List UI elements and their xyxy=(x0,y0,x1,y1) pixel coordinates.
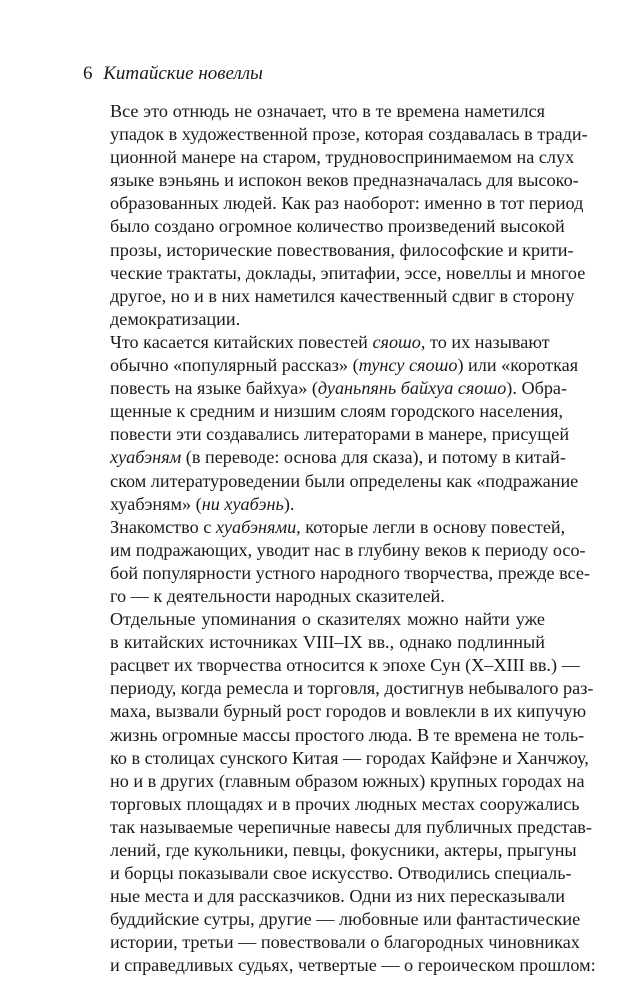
text-line: Отдельные упоминания о сказителях можно найти уже xyxy=(110,609,545,630)
text-line: лений, где кукольники, певцы, фокусники, актеры, прыгуны xyxy=(110,840,577,860)
italic-term: хуабэнями, xyxy=(215,516,301,537)
text-line: но и в других (главным образом южных) крупных городах на xyxy=(110,770,585,791)
text-line: истории, третьи — повествовали о благородных чиновниках xyxy=(110,932,580,953)
text-line: хуабэням (в переводе: основа для сказа), и потому в китай- xyxy=(110,447,566,468)
body-text xyxy=(83,100,596,978)
text-line: было создано огромное количество произведений высокой xyxy=(110,216,565,237)
text-line: ционной манере на старом, трудновоспринимаемом на слух xyxy=(110,147,575,168)
text-line: повесть на языке байхуа» (дуаньпянь байхуа сяошо). Обра- xyxy=(110,378,568,399)
italic-term: хуабэням xyxy=(110,447,182,468)
text-line: упадок в художественной прозе, которая создавалась в тради- xyxy=(110,124,588,145)
text-line: образованных людей. Как раз наоборот: именно в тот период xyxy=(110,193,584,214)
italic-term: сяошо, xyxy=(372,331,426,352)
text-line: демократизации. xyxy=(110,308,241,329)
text-line: хуабэням» (ни хуабэнь). xyxy=(110,493,295,514)
text-line: Знакомство с хуабэнями, которые легли в основу повестей, xyxy=(110,516,566,537)
book-title: Китайские новеллы xyxy=(103,63,263,84)
text-line: и борцы показывали свое искусство. Отводились специаль- xyxy=(110,863,572,884)
text-line: ко в столицах сунского Китая — городах Кайфэне и Ханчжоу, xyxy=(110,747,589,768)
text-line: ском литературоведении были определены как «подражание xyxy=(110,470,579,491)
running-header xyxy=(83,62,263,86)
text-line: ческие трактаты, доклады, эпитафии, эссе, новеллы и многое xyxy=(110,262,586,283)
paragraph xyxy=(83,516,590,608)
paragraph xyxy=(83,100,588,331)
text-line: так называемые черепичные навесы для публичных представ- xyxy=(110,816,592,837)
text-line: Все это отнюдь не означает, что в те времена наметился xyxy=(110,101,545,121)
text-line: повести эти создавались литераторами в манере, присущей xyxy=(110,424,570,445)
text-line: маха, вызвали бурный рост городов и вовлекли в их кипучую xyxy=(110,701,587,722)
text-line: в китайских источниках VIII–IX вв., однако подлинный xyxy=(110,632,545,653)
text-line: щенные к средним и низшим слоям городского населения, xyxy=(110,401,564,422)
text-line: другое, но и в них наметился качественный сдвиг в сторону xyxy=(110,285,575,306)
page-number: 6 xyxy=(83,63,93,84)
text-line: расцвет их творчества относится к эпохе Сун (X–XIII вв.) — xyxy=(110,655,580,676)
text-line: и справедливых судьях, четвертые — о героическом прошлом: xyxy=(110,955,596,976)
text-line: им подражающих, уводит нас в глубину веков к периоду осо- xyxy=(110,539,586,560)
paragraph xyxy=(83,331,579,516)
text-line: торговых площадях и в прочих людных местах сооружались xyxy=(110,793,580,814)
text-line: жизнь огромные массы простого люда. В те времена не толь- xyxy=(110,724,585,745)
italic-term: ни хуабэнь xyxy=(201,493,284,514)
text-line: обычно «популярный рассказ» (тунсу сяошо) или «короткая xyxy=(110,355,579,376)
text-line: ные места и для рассказчиков. Одни из них пересказывали xyxy=(110,886,565,907)
text-line: Что касается китайских повестей сяошо, то их называют xyxy=(110,331,550,352)
text-line: языке вэньянь и испокон веков предназначалась для высоко- xyxy=(110,170,579,191)
paragraph xyxy=(83,608,596,978)
italic-term: дуаньпянь байхуа сяошо xyxy=(317,378,507,399)
italic-term: тунсу сяошо xyxy=(358,355,458,376)
text-line: прозы, исторические повествования, философские и крити- xyxy=(110,239,574,260)
text-line: буддийские сутры, другие — любовные или фантастические xyxy=(110,909,581,930)
text-line: го — к деятельности народных сказителей. xyxy=(110,585,445,606)
text-line: бой популярности устного народного творчества, прежде все- xyxy=(110,562,590,583)
text-line: периоду, когда ремесла и торговля, достигнув небывалого раз- xyxy=(110,678,594,699)
